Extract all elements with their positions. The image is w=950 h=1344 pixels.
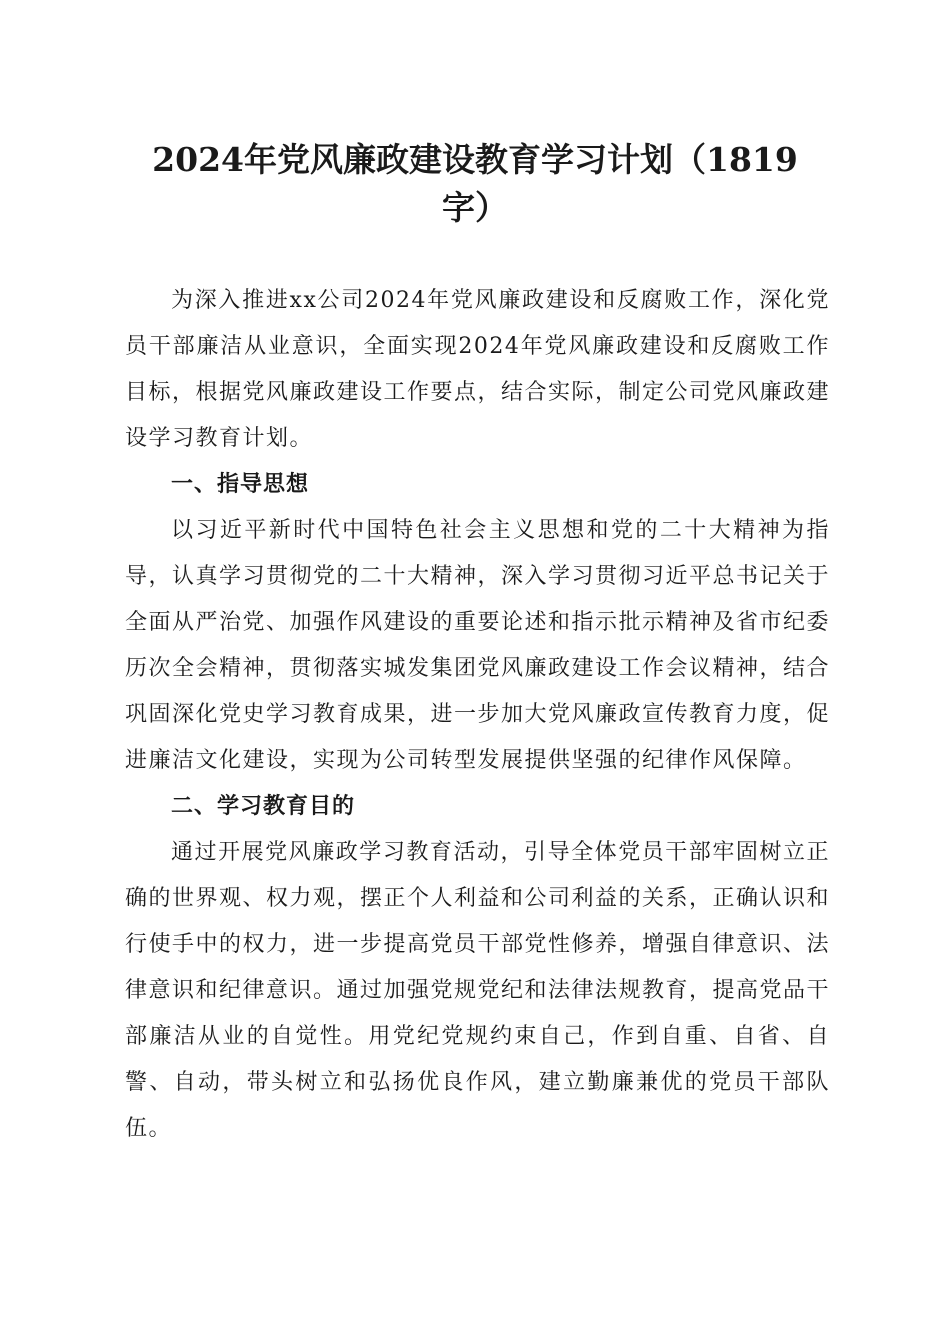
document-title: 2024年党风廉政建设教育学习计划（1819字）	[152, 140, 798, 227]
section-heading-study-purpose: 二、学习教育目的	[171, 794, 356, 819]
document-body	[125, 278, 830, 1152]
section-heading-guiding-ideology: 一、指导思想	[171, 472, 310, 497]
section-body-guiding-ideology: 以习近平新时代中国特色社会主义思想和党的二十大精神为指导，认真学习贯彻党的二十大精神，深入学习贯彻习近平总书记关于全面从严治党、加强作风建设的重要论述和指示批示精神及省市纪委历次全会精神，贯彻落实城发集团党风廉政建设工作会议精神，结合巩固深化党史学习教育成果，进一步加大党风廉政宣传教育力度，促进廉洁文化建设，实现为公司转型发展提供坚强的纪律作风保障。	[125, 518, 831, 773]
intro-paragraph: 为深入推进xx公司2024年党风廉政建设和反腐败工作，深化党员干部廉洁从业意识，全面实现2024年党风廉政建设和反腐败工作目标，根据党风廉政建设工作要点，结合实际，制定公司党风廉政建设学习教育计划。	[125, 288, 831, 451]
section-body-study-purpose: 通过开展党风廉政学习教育活动，引导全体党员干部牢固树立正确的世界观、权力观，摆正个人利益和公司利益的关系，正确认识和行使手中的权力，进一步提高党员干部党性修养，增强自律意识、法律意识和纪律意识。通过加强党规党纪和法律法规教育，提高党品干部廉洁从业的自觉性。用党纪党规约束自己，作到自重、自省、自警、自动，带头树立和弘扬优良作风，建立勤廉兼优的党员干部队伍。	[125, 840, 831, 1141]
